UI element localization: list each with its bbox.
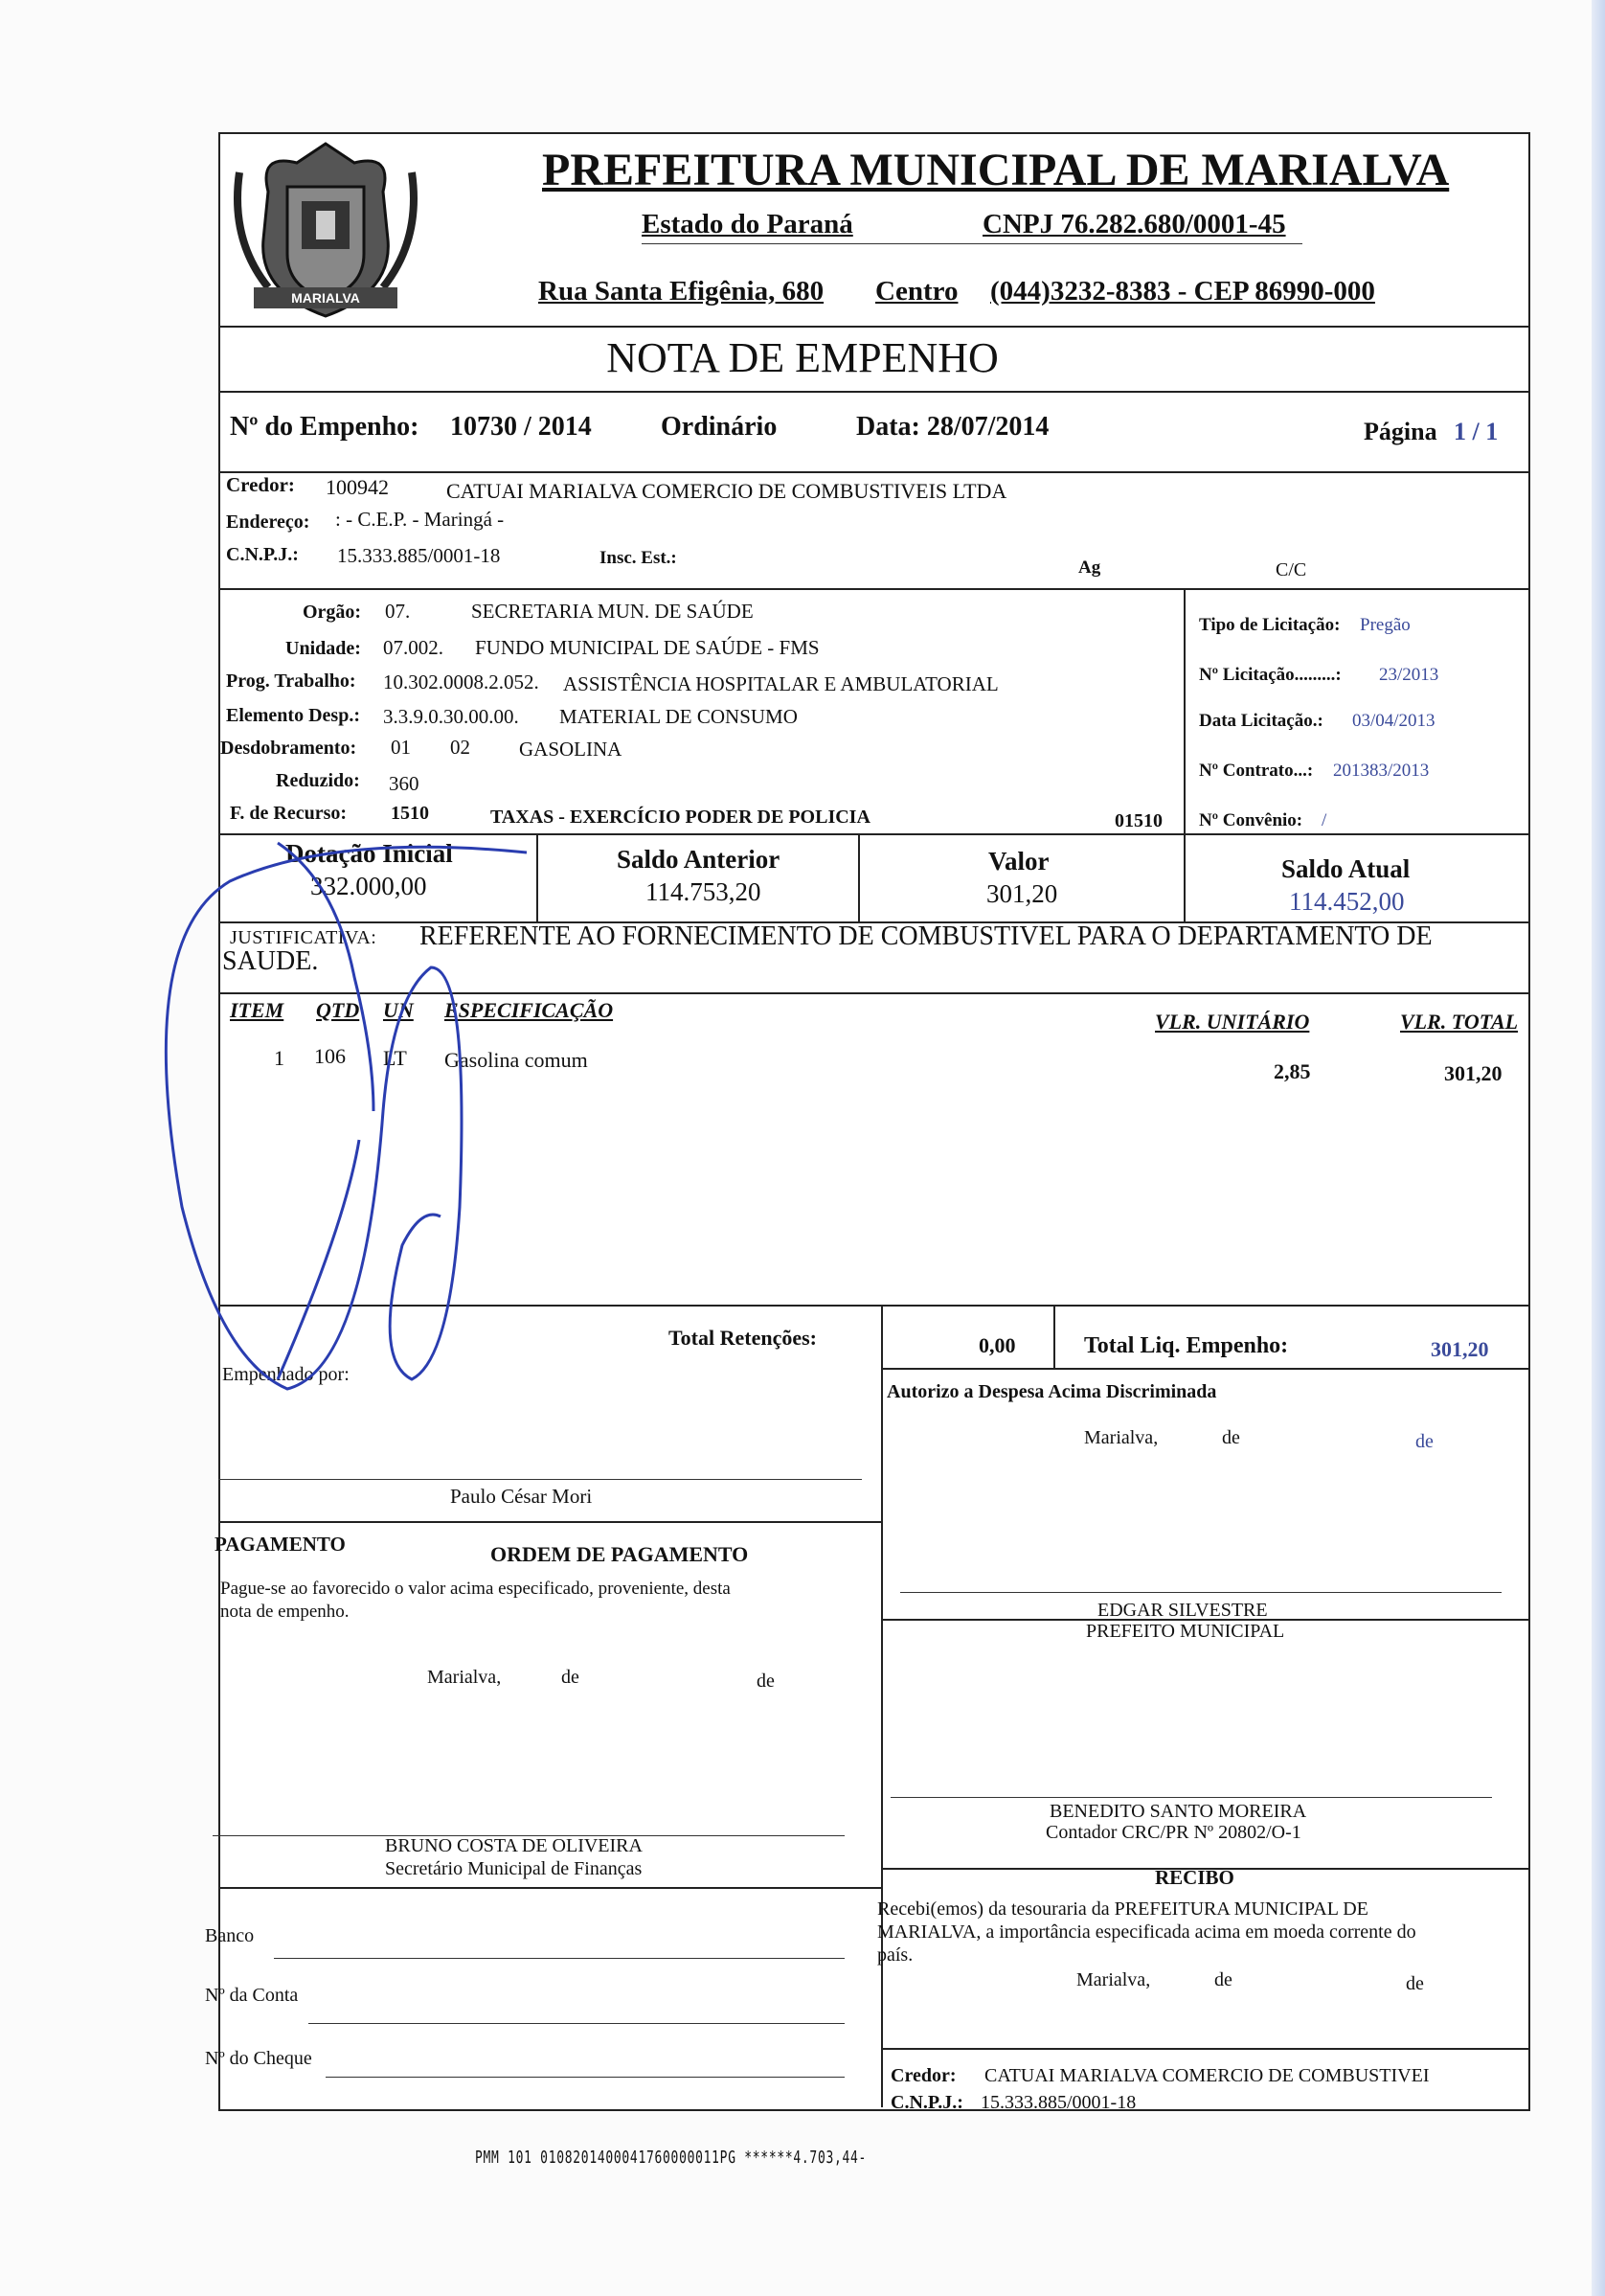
col-espec: ESPECIFICAÇÃO: [444, 998, 614, 1022]
empenho-label: Nº do Empenho:: [230, 412, 419, 442]
col-un: UN: [383, 998, 414, 1022]
credor-label: Credor:: [226, 473, 295, 496]
justificativa-line2: SAUDE.: [222, 946, 319, 976]
orgao-code: 07.: [385, 600, 411, 623]
elem-code: 3.3.9.0.30.00.00.: [383, 705, 519, 728]
credor-name: CATUAI MARIALVA COMERCIO DE COMBUSTIVEIS LTDA: [446, 479, 1007, 503]
prefeito-role: PREFEITO MUNICIPAL: [1086, 1621, 1285, 1642]
justificativa-label: JUSTIFICATIVA:: [230, 927, 377, 948]
pagamento-place: Marialva,: [427, 1667, 502, 1688]
item-qtd: 106: [314, 1044, 346, 1068]
contrato-label: Nº Contrato...:: [1199, 761, 1314, 781]
prog-code: 10.302.0008.2.052.: [383, 671, 539, 693]
empenho-date: Data: 28/07/2014: [856, 412, 1050, 442]
header-district: Centro: [875, 276, 959, 307]
num-licitacao: 23/2013: [1379, 665, 1439, 685]
autorizo-title: Autorizo a Despesa Acima Discriminada: [887, 1381, 1217, 1402]
cc-label: C/C: [1276, 559, 1307, 580]
recibo-title: RECIBO: [1155, 1866, 1234, 1889]
liq-label: Total Liq. Empenho:: [1084, 1333, 1289, 1358]
unidade-name: FUNDO MUNICIPAL DE SAÚDE - FMS: [475, 636, 820, 659]
dotacao-value: 332.000,00: [310, 872, 427, 900]
reduzido-value: 360: [389, 772, 419, 795]
col-qtd: QTD: [316, 998, 360, 1022]
item-number: 1: [274, 1046, 284, 1070]
contrato-value: 201383/2013: [1333, 761, 1430, 781]
orgao-label: Orgão:: [303, 602, 362, 623]
atual-value: 114.452,00: [1289, 887, 1405, 916]
orgao-name: SECRETARIA MUN. DE SAÚDE: [471, 600, 754, 623]
dotacao-label: Dotação Inicial: [285, 839, 453, 868]
conta-label: Nº da Conta: [205, 1985, 299, 2006]
retencoes-value: 0,00: [979, 1333, 1016, 1357]
autorizo-place: Marialva,: [1084, 1427, 1159, 1448]
prog-label: Prog. Trabalho:: [226, 671, 356, 692]
header-state: Estado do Paraná: [642, 209, 853, 239]
recibo-line3: país.: [877, 1944, 914, 1966]
banco-label: Banco: [205, 1925, 255, 1946]
autorizo-de2: de: [1415, 1431, 1434, 1452]
prog-name: ASSISTÊNCIA HOSPITALAR E AMBULATORIAL: [563, 672, 999, 695]
reduzido-label: Reduzido:: [276, 770, 360, 791]
ordem-title: ORDEM DE PAGAMENTO: [490, 1542, 749, 1566]
desd-name: GASOLINA: [519, 738, 622, 761]
item-total: 301,20: [1444, 1061, 1503, 1085]
page-label: Página: [1364, 418, 1437, 445]
justificativa-line1: REFERENTE AO FORNECIMENTO DE COMBUSTIVEL PARA O DEPARTAMENTO DE: [419, 921, 1433, 951]
anterior-label: Saldo Anterior: [617, 845, 780, 874]
num-licitacao-label: Nº Licitação.........:: [1199, 665, 1342, 685]
recurso-label: F. de Recurso:: [230, 803, 348, 824]
prefeito-name: EDGAR SILVESTRE: [1097, 1600, 1268, 1621]
recurso-name: TAXAS - EXERCÍCIO PODER DE POLICIA: [490, 807, 870, 828]
contador-name: BENEDITO SANTO MOREIRA: [1050, 1801, 1307, 1822]
tipo-licitacao: Pregão: [1360, 615, 1411, 635]
col-item: ITEM: [230, 998, 284, 1022]
convenio-value: /: [1322, 810, 1327, 830]
header-phone: (044)3232-8383 - CEP 86990-000: [990, 276, 1375, 307]
recibo-de2: de: [1406, 1973, 1424, 1994]
tipo-licitacao-label: Tipo de Licitação:: [1199, 615, 1341, 635]
header-cnpj: CNPJ 76.282.680/0001-45: [983, 209, 1286, 239]
endereco-value: : - C.E.P. - Maringá -: [335, 508, 505, 531]
empenhado-name: Paulo César Mori: [450, 1485, 593, 1508]
recibo-cnpj: 15.333.885/0001-18: [981, 2092, 1137, 2113]
item-un: LT: [383, 1046, 407, 1070]
header-title: PREFEITURA MUNICIPAL DE MARIALVA: [542, 145, 1450, 195]
pagamento-de1: de: [561, 1667, 579, 1688]
valor-value: 301,20: [986, 879, 1058, 908]
pagamento-title: PAGAMENTO: [215, 1533, 346, 1556]
recibo-credor-label: Credor:: [891, 2065, 957, 2086]
empenhado-label: Empenhado por:: [222, 1364, 350, 1385]
contador-role: Contador CRC/PR Nº 20802/O-1: [1046, 1822, 1301, 1843]
retencoes-label: Total Retenções:: [668, 1326, 817, 1350]
pagamento-de2: de: [757, 1671, 775, 1692]
col-unit: VLR. UNITÁRIO: [1155, 1010, 1310, 1034]
recibo-credor: CATUAI MARIALVA COMERCIO DE COMBUSTIVEI: [984, 2065, 1430, 2086]
elem-name: MATERIAL DE CONSUMO: [559, 705, 798, 728]
credor-code: 100942: [326, 475, 389, 499]
recibo-place: Marialva,: [1076, 1969, 1151, 1990]
recurso-num: 01510: [1115, 810, 1163, 831]
item-unit: 2,85: [1274, 1059, 1311, 1083]
secretario-role: Secretário Municipal de Finanças: [385, 1858, 643, 1879]
empenho-number: 10730 / 2014: [450, 412, 592, 442]
valor-label: Valor: [988, 847, 1050, 875]
unidade-label: Unidade:: [285, 638, 361, 659]
desd-a: 01: [391, 736, 411, 759]
recibo-line2: MARIALVA, a importância especificada acima em moeda corrente do: [877, 1921, 1416, 1943]
doc-title: NOTA DE EMPENHO: [606, 334, 999, 381]
endereco-label: Endereço:: [226, 511, 310, 533]
data-licitacao-label: Data Licitação.:: [1199, 711, 1323, 731]
recibo-line1: Recebi(emos) da tesouraria da PREFEITURA MUNICIPAL DE: [877, 1898, 1368, 1920]
anterior-value: 114.753,20: [645, 877, 761, 906]
elem-label: Elemento Desp.:: [226, 705, 360, 726]
insc-label: Insc. Est.:: [599, 548, 677, 568]
data-licitacao: 03/04/2013: [1352, 711, 1435, 731]
page-value: 1 / 1: [1454, 418, 1499, 445]
empenho-type: Ordinário: [661, 412, 778, 442]
cheque-label: Nº do Cheque: [205, 2048, 312, 2069]
unidade-code: 07.002.: [383, 636, 443, 659]
ag-label: Ag: [1078, 557, 1101, 578]
convenio-label: Nº Convênio:: [1199, 810, 1303, 830]
footer-code: PMM 101 0108201400041760000011PG ******4.703,44-: [475, 2148, 868, 2168]
liq-value: 301,20: [1431, 1337, 1489, 1361]
desd-b: 02: [450, 736, 470, 759]
pagamento-text2: nota de empenho.: [220, 1602, 350, 1622]
recibo-cnpj-label: C.N.P.J.:: [891, 2092, 963, 2113]
header-street: Rua Santa Efigênia, 680: [538, 276, 825, 307]
cnpj-label: C.N.P.J.:: [226, 544, 299, 565]
recibo-de1: de: [1214, 1969, 1232, 1990]
secretario-name: BRUNO COSTA DE OLIVEIRA: [385, 1835, 643, 1856]
atual-label: Saldo Atual: [1281, 854, 1411, 883]
municipal-seal-icon: [230, 134, 421, 333]
cnpj-value: 15.333.885/0001-18: [337, 544, 501, 567]
col-total: VLR. TOTAL: [1400, 1010, 1519, 1034]
item-espec: Gasolina comum: [444, 1048, 588, 1072]
svg-text:MARIALVA: MARIALVA: [291, 290, 360, 306]
autorizo-de1: de: [1222, 1427, 1240, 1448]
pagamento-text1: Pague-se ao favorecido o valor acima especificado, proveniente, desta: [220, 1579, 731, 1599]
desd-label: Desdobramento:: [220, 738, 357, 759]
recurso-code: 1510: [391, 803, 429, 824]
